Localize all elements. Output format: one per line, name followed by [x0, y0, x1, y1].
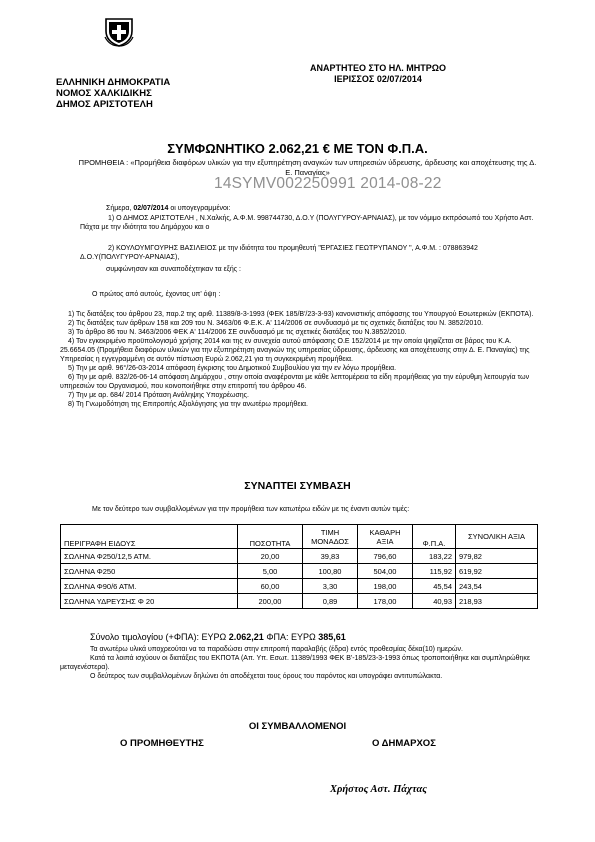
cell-vat: 40,93	[413, 594, 456, 609]
intro-date: 02/07/2014	[133, 205, 169, 212]
cell-unit-price: 39,83	[303, 549, 358, 564]
table-header-row	[61, 525, 538, 549]
first-party-considering: Ο πρώτος από αυτούς, έχοντας υπ' όψη :	[92, 291, 221, 298]
cell-description: ΣΩΛΗΝΑ ΥΔΡΕΥΣΗΣ Φ 20	[61, 594, 238, 609]
cell-total: 218,93	[456, 594, 538, 609]
consideration-2: 2) Τις διατάξεις των άρθρων 158 και 209 του Ν. 3463/06 Φ.Ε.Κ. Α' 114/2006 σε συνδυασμό με τις σχετικές διατάξεις του Ν. 3852/2010.	[68, 320, 484, 327]
cell-quantity: 60,00	[238, 579, 303, 594]
signatories-heading: ΟΙ ΣΥΜΒΑΛΛΟΜΕΝΟΙ	[248, 721, 347, 732]
vat-label: ΦΠΑ: ΕΥΡΩ	[266, 632, 316, 642]
subject-label: ΠΡΟΜΗΘΕΙΑ :	[78, 158, 129, 167]
table-row	[61, 549, 538, 564]
consideration-3: 3) Το άρθρο 86 του Ν. 3463/2006 ΦΕΚ Α' 114/2006 ΣΕ συνδυασμό με τις σχετικές διατάξεις του Ν.3852/2010.	[68, 329, 407, 336]
posting-note-place-date: ΙΕΡΙΣΣΟΣ 02/07/2014	[334, 74, 422, 84]
cell-unit-price: 100,80	[303, 564, 358, 579]
cell-quantity: 200,00	[238, 594, 303, 609]
consideration-7: 7) Την με αρ. 684/ 2014 Πρόταση Ανάληψης Υποχρέωσης.	[68, 392, 249, 399]
cell-total: 979,82	[456, 549, 538, 564]
consideration-1: 1) Τις διατάξεις του άρθρου 23, παρ.2 της αριθ. 11389/8-3-1993 (ΦΕΚ 185/Β'/23-3-93) κανονιστικής απόφασης του Υπουργού Εσωτερικών (ΕΚΠΟΤΑ).	[68, 311, 534, 318]
cell-total: 619,92	[456, 564, 538, 579]
cell-net-value: 198,00	[358, 579, 413, 594]
col-net-value: ΚΑΘΑΡΗ ΑΞΙΑ	[358, 525, 413, 549]
cell-net-value: 178,00	[358, 594, 413, 609]
col-total: ΣΥΝΟΛΙΚΗ ΑΞΙΑ	[456, 525, 538, 549]
items-table	[60, 524, 538, 609]
cell-quantity: 5,00	[238, 564, 303, 579]
cell-unit-price: 3,30	[303, 579, 358, 594]
cell-vat: 183,22	[413, 549, 456, 564]
consideration-6: 6) Την με αριθ. 832/26-06-14 απόφαση Δημάρχου , στην οποία αναφέρονται με κάθε λεπτομέρεια τα είδη προμήθειας για την εύρυθμη λειτουργία των υπηρεσιών του Οργανισμού, που κοινοποιήθηκε στην επιτροπή του άρθρου 46.	[60, 374, 530, 390]
vat-amount: 385,61	[318, 632, 346, 642]
cell-description: ΣΩΛΗΝΑ Φ250/12,5 ΑΤΜ.	[61, 549, 238, 564]
subject-text: «Προμήθεια διαφόρων υλικών για την εξυπηρέτηση αναγκών των υπηρεσιών ύδρευσης, άρδευσης και αποχέτευσης της Δ. Ε. Παναγίας»	[130, 158, 537, 177]
table-row	[61, 579, 538, 594]
intro-date-prefix: Σήμερα,	[106, 205, 132, 212]
closing-terms	[60, 645, 538, 681]
issuer-line-country: ΕΛΛΗΝΙΚΗ ΔΗΜΟΚΡΑΤΙΑ	[56, 77, 171, 88]
section-title: ΣΥΝΑΠΤΕΙ ΣΥΜΒΑΣΗ	[244, 480, 351, 492]
cell-unit-price: 0,89	[303, 594, 358, 609]
consideration-8: 8) Τη Γνωμοδότηση της Επιτροπής Αξιολόγησης για την ανωτέρω προμήθεια.	[68, 401, 308, 408]
table-row	[61, 594, 538, 609]
party-1: 1) Ο ΔΗΜΟΣ ΑΡΙΣΤΟΤΕΛΗ , Ν.Χαλκής, Α.Φ.Μ. 998744730, Δ.Ο.Υ (ΠΟΛΥΓΥΡΟΥ-ΑΡΝΑΙΑΣ), με τον νόμιμο εκπρόσωπό του Χρήστο Αστ. Πάχτα με την ιδιότητα του Δημάρχου και ο	[80, 215, 534, 231]
issuer-block	[56, 77, 170, 110]
cell-quantity: 20,00	[238, 549, 303, 564]
table-row	[61, 564, 538, 579]
cell-description: ΣΩΛΗΝΑ Φ250	[61, 564, 238, 579]
greek-state-emblem-icon	[104, 17, 134, 47]
consideration-5: 5) Την με αριθ. 96°/26-03-2014 απόφαση έγκρισης του Δημοτικού Συμβουλίου για την εν λόγω προμήθεια.	[68, 365, 397, 372]
invoice-total-line	[90, 632, 346, 642]
intro-date-line	[106, 204, 230, 213]
mayor-name: Χρήστος Αστ. Πάχτας	[330, 784, 427, 795]
closing-legal: Κατά τα λοιπά ισχύουν οι διατάξεις του ΕΚΠΟΤΑ (Απ. Υπ. Εσωτ. 11389/1993 ΦΕΚ Β'-185/23-3-1993 όπως τροποποιήθηκε και συμπληρώθηκε μεταγενέστερα).	[60, 655, 531, 671]
issuer-line-municipality: ΔΗΜΟΣ ΑΡΙΣΤΟΤΕΛΗ	[56, 99, 153, 110]
col-description: ΠΕΡΙΓΡΑΦΗ ΕΙΔΟΥΣ	[61, 525, 238, 549]
cell-total: 243,54	[456, 579, 538, 594]
closing-delivery: Τα ανωτέρω υλικά υποχρεούται να τα παραδώσει στην επιτροπή παραλαβής (έδρα) εντός προθεσμίας δέκα(10) ημερών.	[90, 646, 463, 653]
closing-acceptance: Ο δεύτερος των συμβαλλομένων δηλώνει ότι αποδέχεται τους όρους του παρόντος και υπογράφει αντιτυπώλακτα.	[90, 673, 443, 680]
cell-net-value: 504,00	[358, 564, 413, 579]
table-intro: Με τον δεύτερο των συμβαλλομένων για την προμήθεια των κατωτέρω ειδών με τις έναντι αυτών τιμές:	[92, 506, 410, 513]
document-title: ΣΥΜΦΩΝΗΤΙΚΟ 2.062,21 € ΜΕ ΤΟΝ Φ.Π.Α.	[167, 141, 428, 156]
cell-vat: 115,92	[413, 564, 456, 579]
posting-note	[298, 63, 458, 85]
considerations-list	[60, 310, 538, 409]
consideration-4: 4) Τον εγκεκριμένο προϋπολογισμό χρήσης 2014 και της εν συνεχεία αυτού απόφασης Ο.Ε 152/2014 με την οποία ψηφίζεται σε βάρος του Κ.Α. 25.6654.05 (Προμήθεια διαφόρων υλικών για την εξυπηρέτηση αναγκών της υπηρεσίας ύδρευσης, άρδευσης και αποχέτευσης στην Δ. Ε. Παναγίας) της Υπηρεσίας η εγγεγραμμένη σε αυτόν πίστωση Ευρώ 2.062,21 για τη συγκεκριμένη προμήθεια.	[60, 338, 530, 363]
issuer-line-prefecture: ΝΟΜΟΣ ΧΑΛΚΙΔΙΚΗΣ	[56, 88, 152, 99]
posting-note-registry: ΑΝΑΡΤΗΤΕΟ ΣΤΟ ΗΛ. ΜΗΤΡΩΟ	[310, 63, 446, 73]
intro-date-suffix: οι υπογεγραμμένοι:	[170, 205, 231, 212]
total-amount: 2.062,21	[228, 632, 264, 642]
cell-description: ΣΩΛΗΝΑ Φ90/6 ΑΤΜ.	[61, 579, 238, 594]
total-label: Σύνολο τιμολογίου (+ΦΠΑ): ΕΥΡΩ	[90, 632, 227, 642]
cell-net-value: 796,60	[358, 549, 413, 564]
cell-vat: 45,54	[413, 579, 456, 594]
mayor-signature-label: Ο ΔΗΜΑΡΧΟΣ	[372, 738, 436, 749]
col-unit-price: ΤΙΜΗ ΜΟΝΑΔΟΣ	[303, 525, 358, 549]
col-quantity: ΠΟΣΟΤΗΤΑ	[238, 525, 303, 549]
agreement-line: συμφώνησαν και συναποδέχτηκαν τα εξής :	[106, 266, 241, 273]
ada-code: 14SYMV002250991 2014-08-22	[214, 175, 442, 192]
supplier-signature-label: Ο ΠΡΟΜΗΘΕΥΤΗΣ	[120, 738, 204, 749]
col-vat: Φ.Π.Α.	[413, 525, 456, 549]
party-2: 2) ΚΟΥΛΟΥΜΓΟΥΡΗΣ ΒΑΣΙΛΕΙΟΣ με την ιδιότητα του προμηθευτή "ΕΡΓΑΣΙΕΣ ΓΕΩΤΡΥΠΑΝΟΥ ", Α.Φ.Μ. : 078863942 Δ.Ο.Υ(ΠΟΛΥΓΥΡΟΥ-ΑΡΝΑΙΑΣ),	[80, 245, 478, 261]
